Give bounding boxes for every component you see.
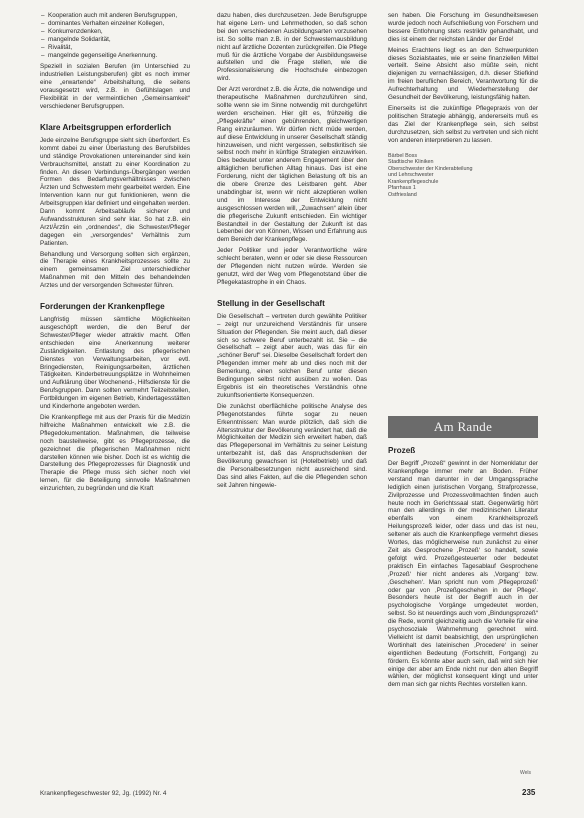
paragraph: Die Gesellschaft – vertreten durch gewählte Politiker – zeigt nur unzureichend Verständnis für unsere Situation der Pflegenden. Sie meint auch, daß dieser sich so schwere Beruf unterbezahlt ist. Sie – die Gesellschaft – zeigt aber auch, was das für ein „schöner Beruf“ sei. Dieselbe Gesellschaft fordert den Pflegenden immer mehr ab und dies noch mit der Bemerkung, einen solchen Beruf unter diesen Bedingungen selbst nicht ausüben zu wollen. Das Ergebnis ist ein theoretisches Verständnis ohne zukunftsorientierte Konsequenzen. <box>217 312 367 399</box>
banner-title: Am Rande <box>433 419 493 434</box>
paragraph: dazu haben, dies durchzusetzen. Jede Berufsgruppe hat eigene Lern- und Lehrmethoden, so daß schon bei den verschiedenen Ausbildungsarten vorzusehen ist. So sollte man z.B. in der Schwesternausbildung nicht auf ärztliche Dozenten zurückgreifen. Die Pflege muß für die ärztliche Vorgabe der Ausbildungsweise aufstellen und die Frage stellen, wie die Professionalisierung die Hochschule einbezogen wird. <box>217 12 367 83</box>
column-3-sidebar <box>388 446 538 692</box>
section-heading: Forderungen der Krankenpflege <box>40 302 165 312</box>
signature-line: Krankenpflegeschule <box>388 178 439 185</box>
list-item: – dominantes Verhalten einzelner Kollegen, <box>48 20 190 28</box>
signature-line: Bärbel Boss <box>388 152 418 159</box>
signature-line: Pfarrhaus 1 <box>388 185 416 192</box>
page-number: 235 <box>522 788 536 797</box>
paragraph: Behandlung und Versorgung sollten sich ergänzen, die Therapie eines Krankheitsprozesses sollte zu einem gemeinsamen Ziel unterschiedlicher Maßnahmen mit den Mitteln des behandelnden Arztes und der versorgenden Schwester führen. <box>40 250 190 290</box>
author-mark: Wels <box>520 770 532 776</box>
column-3 <box>388 12 538 199</box>
journal-footer: Krankenpflegeschwester 92, Jg. (1992) Nr. 4 <box>40 790 167 797</box>
paragraph: Jeder Politiker und jeder Verantwortliche wäre schlecht beraten, wenn er oder sie diese Ressourcen der Pflegenden nicht nutzen würde. Werden sie genutzt, wird der Weg vom Pflegenotstand über die Pflegekatastrophe in ein Chaos. <box>217 247 367 286</box>
paragraph: Meines Erachtens liegt es an den Schwerpunkten dieses Sozialstaates, wie er seine finanziellen Mittel verteilt. Seine Absicht also müßte sein, nicht diejenigen zu vernachlässigen, d.h. dieser Stiefkind im freien beruflichen Bereich, Verantwortung für die Aufrechterhaltung und Wiederherstellung der Gesundheit der Bevölkerung, leistungsfähig halten. <box>388 46 538 102</box>
paragraph: Langfristig müssen sämtliche Möglichkeiten ausgeschöpft werden, die den Beruf der Schwester/Pfleger wieder attraktiv macht. Offen entschieden eine Anerkennung weiterer Zuständigkeiten. Entlastung des pflegerischen Dienstes von Verwaltungsarbeiten, vor evtl. Bringediensten, Reinigungsarbeiten, ärztlichen Tätigkeiten. Kinderbetreuungsplätze in Wohnheimen und Aufklärung über Wochenend-, Hilfsdienste für die Berufsgruppen. Dann sollten vermehrt Teilzeitstellen, Fortbildungen im eigenen Betrieb, Kindertagesstätten und Kinderhorte angeboten werden. <box>40 316 190 411</box>
paragraph: Der Begriff „Prozeß“ gewinnt in der Nomenklatur der Krankenpflege immer mehr an Boden. Früher verstand man darunter in der Umgangssprache lediglich einen juristischen Vorgang, Strafprozesse, Zivilprozesse und Prozessvollmachten finden auch heute noch im Gerichtssaal statt. Gegenwärtig hört man den allerdings in der medizinischen Literatur ebenfalls von einem Krankheitsprozeß Heilungsprozeß leider, oder dass und das ist neu, seltener als auch die Krankenpflege vermehrt dieses Wortes, das möglicherweise nun zunächst zu einer Zeit als Gesprochene ‚Prozeß‘ so handelt, sowie gefolgt wird. Prozeßgesteuerter oder bedeutet praktisch Ein einfaches Tagesablauf Gesprochene ‚Prozeß‘ hier nicht anderes als ‚Vorgang‘ bzw. ‚Geschehen‘. Man spricht nun vom ‚Pflegeprozeß‘ oder gar von ‚Prozeßgeschehen in der Pflege‘. Besonders heute ist der Begriff auch in der psychologische Vorgänge umgedeutet worden, selbst. So ist neuerdings auch vom „Bindungsprozeß“ die Rede, womit gleichzeitig auch die Vorteile für eine psychosoziale Wahrnehmung gerechnet wird. Vielleicht ist damit beabsichtigt, den ursprünglichen Wortinhalt des lateinischen ‚Procedere‘ in seiner eigentlichen Bedeutung (Fortschritt, Fortgang) zu fördern. Es könnte aber auch sein, daß wird sich hier einige der aber am Ende nicht nur den alten Begriff wählen, der möglichst konsequent klingt und unter dem man sich gar nichts Rechtes vorstellen kann. <box>388 460 538 689</box>
list-item: – mangelnde gegenseitige Anerkennung. <box>48 52 190 60</box>
list-item: – Rivalität, <box>48 44 190 52</box>
signature-line: Oberschwester der Kinderabteilung <box>388 165 473 172</box>
author-signature <box>388 153 538 199</box>
section-heading: Stellung in der Gesellschaft <box>217 298 325 308</box>
paragraph: Die Krankenpflege mit aus der Praxis für die Medizin hilfreiche Maßnahmen entwickelt wie z.B. die Pflegedokumentation. Maßnahmen, die teilweise noch bausteilweise, gibt es Pflegeprozesse, die gezeichnet die pflegerischen Maßnahmen nicht darstellen können wie bisher. Doch ist es wichtig die Darstellung des Pflegeprozesses für Diagnostik und Therapie die Pflege muss sich sicher noch viel lernen, für die Beteiligung sinnvolle Maßnahmen einzurichten, zu begründen und die Kraft <box>40 413 190 493</box>
paragraph: Jede einzelne Berufsgruppe sieht sich überfordert. Es kommt dabei zu einer Überlastung des Berufsbildes und ständige Provokationen untereinander sind kein Verbrauchsmittel, anstatt zu einer Koordination zu finden. An diesen Verbindungs-Übergängen werden Formen des Bedarfungsverhältnisses zwischen Ärzten und Schwestern mehr gearbeitet werden. Eine Intervention kann nur gut funktionieren, wenn die Arbeitsgruppen klar definiert und eingehalten werden. Dann kommt Arbeitsabläufe sicherer und Aufwandsstrukturen sind sehr klar. So hat z.B. ein Arzt/Ärztin ein „ordnendes“, die Schwester/Pfleger dagegen ein „versorgendes“ Verhältnis zum Patienten. <box>40 136 190 247</box>
list-item: – mangelnde Solidarität, <box>48 36 190 44</box>
paragraph: Speziell in sozialen Berufen (im Unterschied zu industriellen Leistungsberufen) gibt es noch immer eine „erwartende“ Arbeitshaltung, die seitens vorausgesetzt wird, z.B. in Gefühlslagen und Flexibilität in der vermeintlichen „Gemeinsamkeit“ verschiedener Berufsgruppen. <box>40 63 190 110</box>
section-heading: Prozeß <box>388 446 416 455</box>
section-heading: Klare Arbeitsgruppen erforderlich <box>40 122 172 132</box>
list-problems <box>40 12 190 59</box>
list-item: – Konkurrenzdenken, <box>48 28 190 36</box>
signature-line: und Lehrschwester <box>388 172 434 179</box>
signature-line: Stadtische Kliniken <box>388 159 434 166</box>
column-2 <box>217 12 367 493</box>
paragraph: sen haben. Die Forschung im Gesundheitswesen wurde jedoch noch Aufschließung von Forschern und bessere Entlohnung stets restriktiv gehandhabt, und dies ist einem der reichsten Länder der Erde! <box>388 12 538 43</box>
am-rande-banner <box>388 416 538 438</box>
paragraph: Die zunächst oberflächliche politische Analyse des Pflegenotstandes führte sogar zu neuen Erkenntnissen: Man wurde plötzlich, daß sich die Altersstruktur der Bevölkerung verändert hat, daß die Möglichkeiten der Medizin sich erweitert haben, daß das Pflegepersonal im Verhältnis zu seiner Leistung unterbezahlt ist, daß das Anspruchsdenken der Bevölkerung gewachsen ist (Hotelbetrieb) und daß die Personalbesetzungen nicht ausreichend sind. Das sind alles Fakten, auf die die Pflegenden schon seit Jahren hingewie- <box>217 402 367 489</box>
paragraph: Einerseits ist die zukünftige Pflegepraxis von der politischen Strategie abhängig, andererseits muß es das Ziel der Krankenpflege sein, sich selbst durchzusetzen, sich selbst zu vertreten und sich nicht von anderen interpretieren zu lassen. <box>388 104 538 144</box>
column-1 <box>40 12 190 496</box>
paragraph: Der Arzt verordnet z.B. die Ärzte, die notwendige und therapeutische Maßnahmen durchzuführen sind, sollte wenn sie im Sinne notwendig mit durchgeführt werden erscheinen. Hier gilt es, frühzeitig die „Pflegekräfte“ einen gebührenden, gleichwertigen Rang einzuräumen. Wir dürfen nicht müde werden, auf diese Entwicklung in unserer Gesellschaft ständig hinzuweisen, und nicht vergessen, selbstkritisch sie selbst noch mehr in künftige Strategien einzuwirken. Dies bedeutet unter anderem Engagement über den alltäglichen beruflichen Alltag hinaus. Das ist eine Forderung, nicht der täglichen Belastung oft bis an die obere Grenze des Leistbaren geht. Aber unabdingbar ist, wenn wir nicht akzeptieren wollen und im Interesse der Entwicklung nicht ausgeschlossen werden will, „Zuwachsen“ allein über die pflegerische Zukunft entschieden. Ein wichtiger Bestandteil in der Gestaltung der Zukunft ist das Lebenbei der von Können, Wissen und Erfahrung aus dem Bereich der Krankenpflege. <box>217 86 367 244</box>
list-item: – Kooperation auch mit anderen Berufsgruppen, <box>48 12 190 20</box>
signature-line: Ostfriesland <box>388 192 417 199</box>
